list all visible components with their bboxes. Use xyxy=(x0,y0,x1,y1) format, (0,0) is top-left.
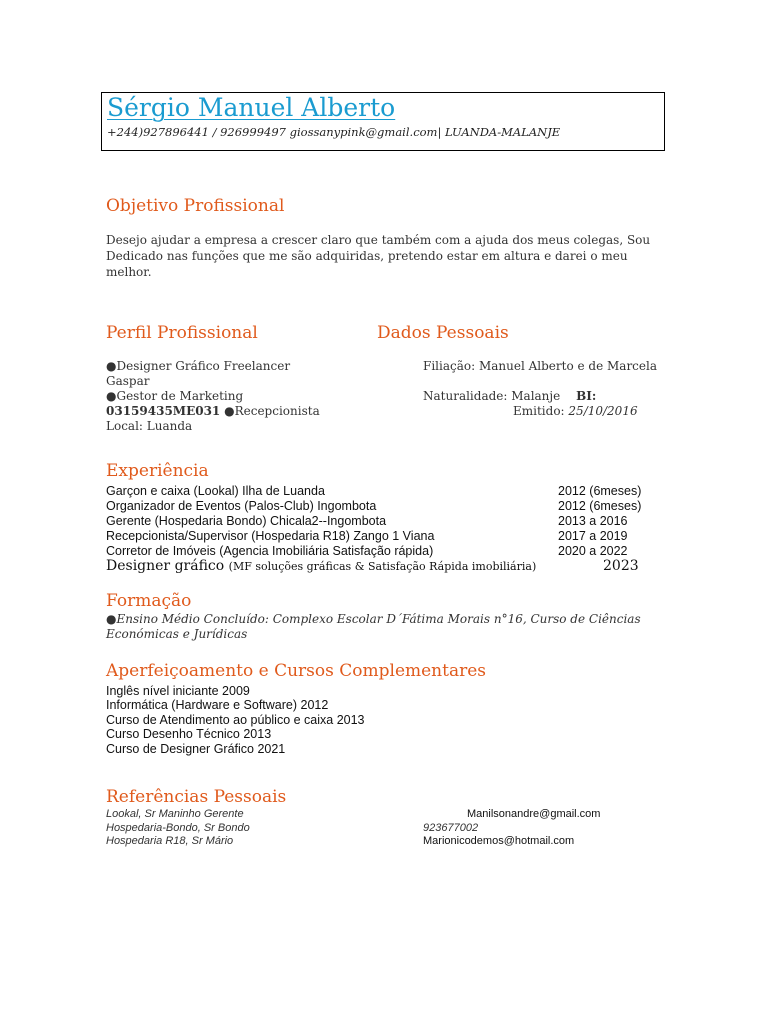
reference-name: Hospedaria R18, Sr Mário xyxy=(106,835,234,847)
candidate-name[interactable]: Sérgio Manuel Alberto xyxy=(107,93,396,122)
bullet-icon: ● xyxy=(224,404,235,418)
bullet-icon: ● xyxy=(106,389,117,403)
experience-row-period: 2012 (6meses) xyxy=(558,484,642,498)
experience-row-role: Garçon e caixa (Lookal) Ilha de Luanda xyxy=(106,484,325,498)
experience-last-company: MF soluções gráficas & Satisfação Rápida imobiliária xyxy=(232,560,532,573)
bi-number: 03159435ME031 xyxy=(106,404,221,418)
personal-naturalidade: Naturalidade: Malanje xyxy=(423,389,561,403)
profile-item-3-label: Recepcionista xyxy=(234,404,320,418)
experience-row-period: 2017 a 2019 xyxy=(558,529,628,543)
personal-bi-label: BI: xyxy=(576,389,597,403)
personal-emitido-label: Emitido: xyxy=(513,404,565,418)
profile-local: Local: Luanda xyxy=(106,419,193,433)
experience-row-period: 2012 (6meses) xyxy=(558,499,642,513)
profile-title: Perfil Profissional xyxy=(106,323,258,343)
reference-email[interactable]: Marionicodemos@hotmail.com xyxy=(423,835,575,847)
personal-emitido-date: 25/10/2016 xyxy=(568,404,638,418)
profile-item-1-label: Designer Gráfico Freelancer xyxy=(116,359,291,373)
course-item: Inglês nível iniciante 2009 xyxy=(106,684,250,698)
profile-item-2 xyxy=(106,389,243,405)
experience-row-role: Organizador de Eventos (Palos-Club) Ingombota xyxy=(106,499,377,513)
objective-line-3: melhor. xyxy=(106,265,152,279)
experience-title: Experiência xyxy=(106,461,209,481)
objective-title: Objetivo Profissional xyxy=(106,196,285,216)
bullet-icon: ● xyxy=(106,612,117,626)
course-item: Curso de Designer Gráfico 2021 xyxy=(106,742,286,756)
contact-line: +244)927896441 / 926999497 giossanypink@gmail.com| LUANDA-MALANJE xyxy=(107,125,561,139)
course-item: Curso Desenho Técnico 2013 xyxy=(106,727,272,741)
experience-row-role: Recepcionista/Supervisor (Hospedaria R18) Zango 1 Viana xyxy=(106,529,435,543)
experience-row-period: 2013 a 2016 xyxy=(558,514,628,528)
experience-row-role: Gerente (Hospedaria Bondo) Chicala2--Ingombota xyxy=(106,514,387,528)
education-line-2: Económicas e Jurídicas xyxy=(106,627,248,641)
personal-title: Dados Pessoais xyxy=(377,323,509,343)
course-item: Informática (Hardware e Software) 2012 xyxy=(106,698,329,712)
experience-row-role: Corretor de Imóveis (Agencia Imobiliária Satisfação rápida) xyxy=(106,544,434,558)
profile-item-2-label: Gestor de Marketing xyxy=(116,389,244,403)
education-line-1 xyxy=(106,612,641,628)
reference-email[interactable]: Manilsonandre@gmail.com xyxy=(467,808,601,820)
experience-last-row: Designer gráfico (MF soluções gráficas & Satisfação Rápida imobiliária) xyxy=(106,558,537,574)
objective-line-1: Desejo ajudar a empresa a crescer claro que também com a ajuda dos meus colegas, Sou xyxy=(106,233,651,247)
courses-title: Aperfeiçoamento e Cursos Complementares xyxy=(106,661,487,681)
education-line-1-text: Ensino Médio Concluído: Complexo Escolar D´Fátima Morais n°16, Curso de Ciências xyxy=(116,612,641,626)
reference-name: Lookal, Sr Maninho Gerente xyxy=(106,808,244,820)
personal-naturalidade-row xyxy=(423,389,596,405)
personal-emitido-row xyxy=(513,404,638,420)
experience-row-period: 2020 a 2022 xyxy=(558,544,628,558)
objective-line-2: Dedicado nas funções que me são adquiridas, pretendo estar em altura e darei o meu xyxy=(106,249,628,263)
reference-name: Hospedaria-Bondo, Sr Bondo xyxy=(106,822,250,834)
header-box xyxy=(101,92,665,151)
references-title: Referências Pessoais xyxy=(106,787,287,807)
profile-item-3-row xyxy=(106,404,320,420)
profile-item-1-cont: Gaspar xyxy=(106,374,150,388)
course-item: Curso de Atendimento ao público e caixa 2013 xyxy=(106,713,365,727)
education-title: Formação xyxy=(106,591,192,611)
experience-last-period: 2023 xyxy=(603,558,639,574)
bullet-icon: ● xyxy=(106,359,117,373)
personal-filiacao: Filiação: Manuel Alberto e de Marcela xyxy=(423,359,657,373)
reference-phone: 923677002 xyxy=(423,822,479,834)
profile-item-1 xyxy=(106,359,290,375)
experience-last-role: Designer gráfico xyxy=(106,558,225,574)
